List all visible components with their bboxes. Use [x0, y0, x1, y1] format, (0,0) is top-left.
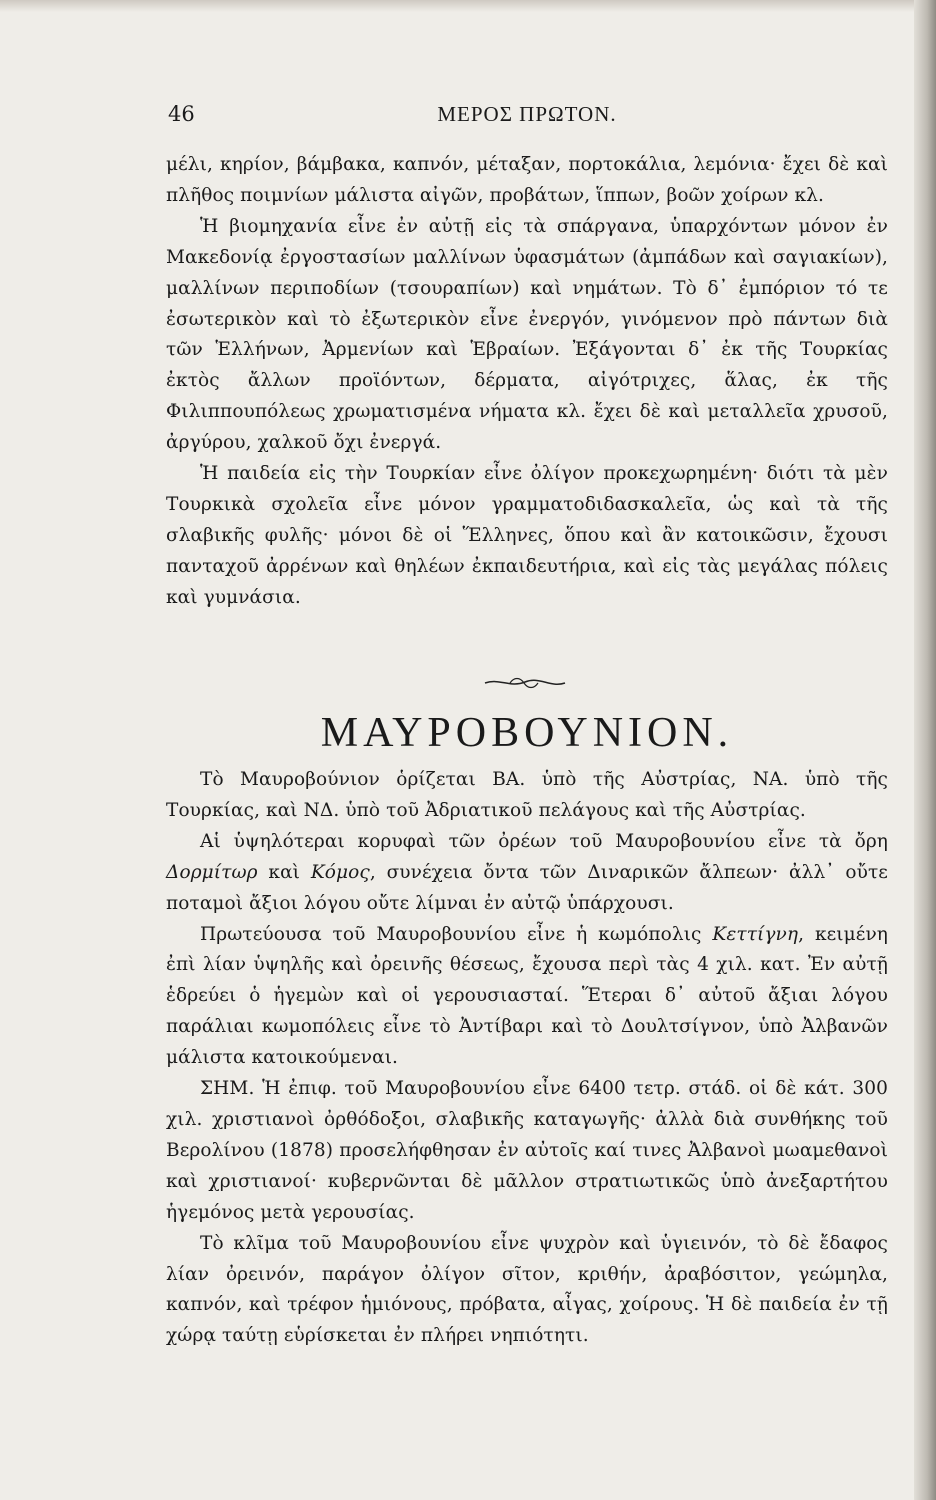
capital-name: Κεττίγνη [712, 923, 799, 945]
scan-shadow-edge [914, 0, 936, 1500]
mountain-name: Δορμίτωρ [166, 861, 258, 883]
paragraph: μέλι, κηρίον, βάμβακα, καπνόν, μέταξαν, πορτοκάλια, λεμόνια· ἔχει δὲ καὶ πλῆθος ποιμνίων μάλιστα αἰγῶν, προβάτων, ἵππων, βοῶν χοίρων κλ. [166, 154, 888, 206]
ornament-divider-icon [480, 668, 570, 698]
mountain-name: Κόμος [310, 861, 370, 883]
paragraph: Τὸ κλῖμα τοῦ Μαυροβουνίου εἶνε ψυχρὸν καὶ ὑγιεινόν, τὸ δὲ ἔδαφος λίαν ὀρεινόν, παράγον ὀλίγον σῖτον, κριθήν, ἀραβόσιτον, γεώμηλα, καπνόν, καὶ τρέφον ἡμιόνους, πρόβατα, αἶγας, χοίρους. Ἡ δὲ παιδεία ἐν τῇ χώρᾳ ταύτῃ εὑρίσκεται ἐν πλήρει νηπιότητι. [166, 1232, 888, 1347]
running-head: ΜΕΡΟΣ ΠΡΩΤΟΝ. [437, 102, 617, 126]
paragraph: Ἡ βιομηχανία εἶνε ἐν αὐτῇ εἰς τὰ σπάργανα, ὑπαρχόντων μόνον ἐν Μακεδονίᾳ ἐργοστασίων μαλλίνων ὑφασμάτων (ἀμπάδων καὶ σαγιακίων), μαλλίνων περιποδίων (τσουραπίων) καὶ νημάτων. Τὸ δ᾽ ἐμπόριον τό τε ἐσωτερικὸν καὶ τὸ ἐξωτερικὸν εἶνε ἐνεργόν, γινόμενον πρὸ πάντων διὰ τῶν Ἑλλήνων, Ἀρμενίων καὶ Ἑβραίων. Ἐξάγονται δ᾽ ἐκ τῆς Τουρκίας ἐκτὸς ἄλλων προϊόντων, δέρματα, αἰγότριχες, ἅλας, ἐκ τῆς Φιλιππουπόλεως χρωματισμένα νήματα κλ. ἔχει δὲ καὶ μεταλλεῖα χρυσοῦ, ἀργύρου, χαλκοῦ ὄχι ἐνεργά. [166, 215, 888, 454]
text-block-turkey [166, 150, 888, 614]
text-run: Πρωτεύουσα τοῦ Μαυροβουνίου εἶνε ἡ κωμόπολις [200, 923, 713, 945]
paragraph [166, 827, 888, 920]
paragraph: Τὸ Μαυροβούνιον ὁρίζεται ΒΑ. ὑπὸ τῆς Αὐστρίας, ΝΑ. ὑπὸ τῆς Τουρκίας, καὶ ΝΔ. ὑπὸ τοῦ Ἀδριατικοῦ πελάγους καὶ τῆς Αὐστρίας. [166, 769, 888, 821]
text-block-montenegro [166, 765, 888, 1352]
paragraph: Ἡ παιδεία εἰς τὴν Τουρκίαν εἶνε ὀλίγον προκεχωρημένη· διότι τὰ μὲν Τουρκικὰ σχολεῖα εἶνε μόνον γραμματοδιδασκαλεῖα, ὡς καὶ τὰ τῆς σλαβικῆς φυλῆς· μόνοι δὲ οἱ Ἕλληνες, ὅπου καὶ ἂν κατοικῶσιν, ἔχουσι πανταχοῦ ἀρρένων καὶ θηλέων ἐκπαιδευτήρια, καὶ εἰς τὰς μεγάλας πόλεις καὶ γυμνάσια. [166, 463, 888, 608]
page-number: 46 [168, 102, 195, 126]
text-run: , συνέχεια ὄντα τῶν Διναρικῶν ἄλπεων· ἀλλ᾽ οὔτε ποταμοὶ ἄξιοι λόγου οὔτε λίμναι ἐν αὐτῷ ὑπάρχουσι. [166, 861, 888, 914]
text-run: καὶ [257, 861, 311, 883]
section-title: ΜΑΥΡΟΒΟΥΝΙΟΝ. [320, 710, 734, 756]
text-run: Αἱ ὑψηλότεραι κορυφαὶ τῶν ὀρέων τοῦ Μαυροβουνίου εἶνε τὰ ὄρη [200, 830, 888, 852]
scan-shadow-top [0, 0, 936, 12]
paragraph [166, 920, 888, 1075]
note-paragraph: ΣΗΜ. Ἡ ἐπιφ. τοῦ Μαυροβουνίου εἶνε 6400 τετρ. στάδ. οἱ δὲ κάτ. 300 χιλ. χριστιανοὶ ὀρθόδοξοι, σλαβικῆς καταγωγῆς· ἀλλὰ διὰ συνθήκης τοῦ Βερολίνου (1878) προσελήφθησαν ἐν αὐτοῖς καί τινες Ἀλβανοὶ μωαμεθανοὶ καὶ χριστιανοί· κυβερνῶνται δὲ μᾶλλον στρατιωτικῶς ὑπὸ ἀνεξαρτήτου ἡγεμόνος μετὰ γερουσίας. [166, 1078, 888, 1223]
text-run: , κειμένη ἐπὶ λίαν ὑψηλῆς καὶ ὀρεινῆς θέσεως, ἔχουσα περὶ τὰς 4 χιλ. κατ. Ἐν αὐτῇ ἑδρεύει ὁ ἡγεμὼν καὶ οἱ γερουσιασταί. Ἕτεραι δ᾽ αὐτοῦ ἄξιαι λόγου παράλιαι κωμοπόλεις εἶνε τὸ Ἀντίβαρι καὶ τὸ Δουλτσίγνον, ὑπὸ Ἀλβανῶν μάλιστα κατοικούμεναι. [166, 923, 888, 1069]
page-header [168, 102, 886, 130]
